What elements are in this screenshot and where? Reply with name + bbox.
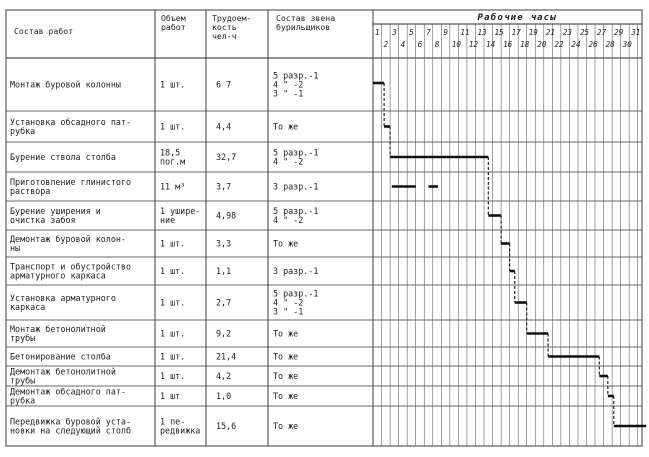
header-work: Состав работ bbox=[14, 26, 74, 36]
cell-labor: 4,2 bbox=[216, 371, 232, 381]
header-volume: работ bbox=[161, 22, 186, 32]
cell-labor: 1,0 bbox=[216, 391, 232, 401]
cell-labor: 21,4 bbox=[216, 351, 237, 362]
hour-number: 30 bbox=[622, 40, 632, 49]
hour-number: 9 bbox=[443, 28, 448, 37]
table-row bbox=[10, 324, 298, 343]
table-body bbox=[10, 71, 318, 436]
cell-crew: 3 " -1 bbox=[273, 88, 304, 99]
cell-labor: 2,7 bbox=[216, 297, 232, 308]
header-crew: Состав звена bbox=[276, 13, 336, 23]
cell-work: Демонтаж обсадного пат- bbox=[10, 386, 126, 397]
header-crew: бурильщиков bbox=[276, 22, 331, 32]
hour-number: 10 bbox=[451, 40, 462, 49]
cell-labor: 15,6 bbox=[216, 421, 237, 431]
hour-number: 28 bbox=[605, 40, 615, 49]
cell-volume: 11 м³ bbox=[160, 181, 186, 192]
cell-labor: 1,1 bbox=[216, 266, 232, 276]
header-hours-title: Рабочие часы bbox=[477, 13, 557, 23]
table-row bbox=[10, 417, 298, 436]
cell-work: каркаса bbox=[10, 302, 46, 312]
cell-work: Демонтаж бетонолитной bbox=[10, 366, 116, 377]
cell-crew: 5 разр.-1 bbox=[273, 147, 319, 158]
cell-volume: 1 уширe- bbox=[160, 206, 201, 216]
cell-crew: То же bbox=[273, 328, 299, 339]
cell-volume: 1 шт. bbox=[160, 79, 186, 90]
hour-number: 6 bbox=[417, 40, 423, 49]
cell-crew: 3 разр.-1 bbox=[273, 266, 319, 276]
hour-number: 24 bbox=[571, 40, 581, 49]
cell-work: рубка bbox=[10, 126, 36, 136]
cell-crew: 4 " -2 bbox=[273, 156, 304, 167]
hour-number: 3 bbox=[392, 28, 397, 37]
hour-number: 18 bbox=[520, 40, 530, 49]
cell-volume: 1 шт. bbox=[160, 266, 186, 276]
cell-volume: редвижка bbox=[160, 425, 201, 436]
cell-crew: 5 разр.-1 bbox=[273, 288, 319, 299]
header-labor: Трудоем- bbox=[212, 13, 252, 23]
cell-volume: 1 шт. bbox=[160, 238, 186, 249]
cell-work: Установка арматурного bbox=[10, 293, 116, 303]
hour-number: 21 bbox=[545, 28, 555, 37]
cell-work: раствора bbox=[10, 186, 51, 196]
cell-crew: То же bbox=[273, 371, 299, 381]
cell-volume: 1 шт. bbox=[160, 351, 186, 362]
hour-number: 5 bbox=[409, 28, 414, 37]
hour-number: 25 bbox=[579, 28, 590, 37]
cell-labor: 4,4 bbox=[216, 121, 232, 132]
cell-crew: То же bbox=[273, 351, 299, 362]
cell-labor: 3,7 bbox=[216, 181, 232, 192]
table-row bbox=[10, 367, 298, 386]
cell-work: арматурного каркаса bbox=[10, 270, 106, 281]
table-row bbox=[10, 289, 318, 317]
cell-work: Бурение уширения и bbox=[10, 206, 101, 216]
table-row bbox=[10, 206, 318, 225]
header-labor: чел-ч bbox=[212, 31, 237, 41]
cell-labor: 4,98 bbox=[216, 210, 237, 221]
cell-crew: 4 " -2 bbox=[273, 215, 304, 225]
table-grid bbox=[6, 10, 642, 446]
cell-volume: ние bbox=[160, 215, 176, 225]
table-row bbox=[10, 117, 298, 136]
cell-crew: То же bbox=[273, 421, 299, 431]
hour-number: 7 bbox=[426, 28, 431, 37]
cell-volume: 1 шт. bbox=[160, 328, 186, 339]
cell-work: рубка bbox=[10, 395, 36, 406]
cell-volume: 1 шт. bbox=[160, 297, 186, 308]
cell-work: Бетонирование столба bbox=[10, 351, 111, 362]
table-row bbox=[10, 177, 318, 196]
cell-volume: 1 шт. bbox=[160, 371, 186, 381]
hour-number: 11 bbox=[460, 28, 470, 37]
hour-number: 20 bbox=[537, 40, 547, 49]
cell-work: трубы bbox=[10, 375, 36, 386]
table-row bbox=[10, 262, 318, 281]
cell-work: Демонтаж буровой колон- bbox=[10, 234, 126, 244]
hour-number: 22 bbox=[554, 40, 564, 49]
header-volume: Объем bbox=[161, 13, 186, 23]
hour-number: 1 bbox=[375, 28, 380, 37]
cell-volume: 1 шт bbox=[160, 391, 181, 401]
cell-work: очистка забоя bbox=[10, 215, 76, 225]
hour-number: 23 bbox=[562, 28, 573, 37]
table-border bbox=[6, 10, 642, 446]
hour-number: 17 bbox=[511, 28, 521, 37]
hour-number: 16 bbox=[503, 40, 513, 49]
cell-work: новки на следующий столб bbox=[10, 425, 132, 436]
cell-crew: То же bbox=[273, 121, 299, 132]
cell-work: Передвижка буровой уста- bbox=[10, 416, 132, 427]
table-row bbox=[10, 387, 298, 406]
cell-work: Приготовление глинистого bbox=[10, 177, 132, 187]
cell-work: Монтаж бетонолитной bbox=[10, 324, 106, 334]
table-row bbox=[10, 148, 318, 167]
header-labor: кость bbox=[212, 22, 237, 32]
hour-number: 13 bbox=[477, 28, 487, 37]
hour-number: 2 bbox=[383, 40, 389, 49]
cell-work: Транспорт и обустройство bbox=[10, 261, 132, 272]
cell-work: Установка обсадного пат- bbox=[10, 117, 132, 127]
cell-work: трубы bbox=[10, 333, 36, 343]
cell-crew: 4 " -2 bbox=[273, 297, 304, 308]
cell-crew: То же bbox=[273, 238, 299, 249]
cell-crew: 5 разр.-1 bbox=[273, 206, 319, 216]
cell-volume: 18,5 bbox=[160, 147, 181, 158]
cell-labor: 9,2 bbox=[216, 328, 232, 339]
table-row bbox=[10, 234, 298, 253]
hour-number: 14 bbox=[486, 40, 496, 49]
table-row bbox=[10, 71, 318, 99]
cell-crew: То же bbox=[273, 391, 299, 401]
cell-crew: 3 " -1 bbox=[273, 306, 304, 317]
hour-number: 19 bbox=[528, 28, 538, 37]
cell-work: Монтаж буровой колонны bbox=[10, 79, 121, 90]
cell-crew: 4 " -2 bbox=[273, 79, 304, 90]
hour-number: 29 bbox=[614, 28, 624, 37]
hour-number: 31 bbox=[631, 28, 641, 37]
cell-volume: пог.м bbox=[160, 156, 186, 167]
table-header bbox=[14, 12, 640, 49]
table-row bbox=[10, 352, 298, 362]
hour-number: 15 bbox=[494, 28, 504, 37]
hour-number: 27 bbox=[597, 28, 607, 37]
cell-labor: 3,3 bbox=[216, 238, 232, 249]
cell-volume: 1 пе- bbox=[160, 416, 186, 427]
cell-volume: 1 шт. bbox=[160, 121, 186, 132]
hour-number: 12 bbox=[468, 40, 479, 49]
cell-crew: 3 разр.-1 bbox=[273, 181, 319, 192]
cell-crew: 5 разр.-1 bbox=[273, 70, 319, 81]
hour-number: 4 bbox=[400, 40, 406, 49]
cell-work: Бурение ствола столба bbox=[10, 152, 116, 162]
hour-number: 26 bbox=[588, 40, 598, 49]
cell-labor: 32,7 bbox=[216, 152, 237, 162]
cell-work: ны bbox=[10, 243, 21, 253]
hour-number: 8 bbox=[434, 40, 440, 49]
cell-labor: 6 7 bbox=[216, 79, 232, 90]
